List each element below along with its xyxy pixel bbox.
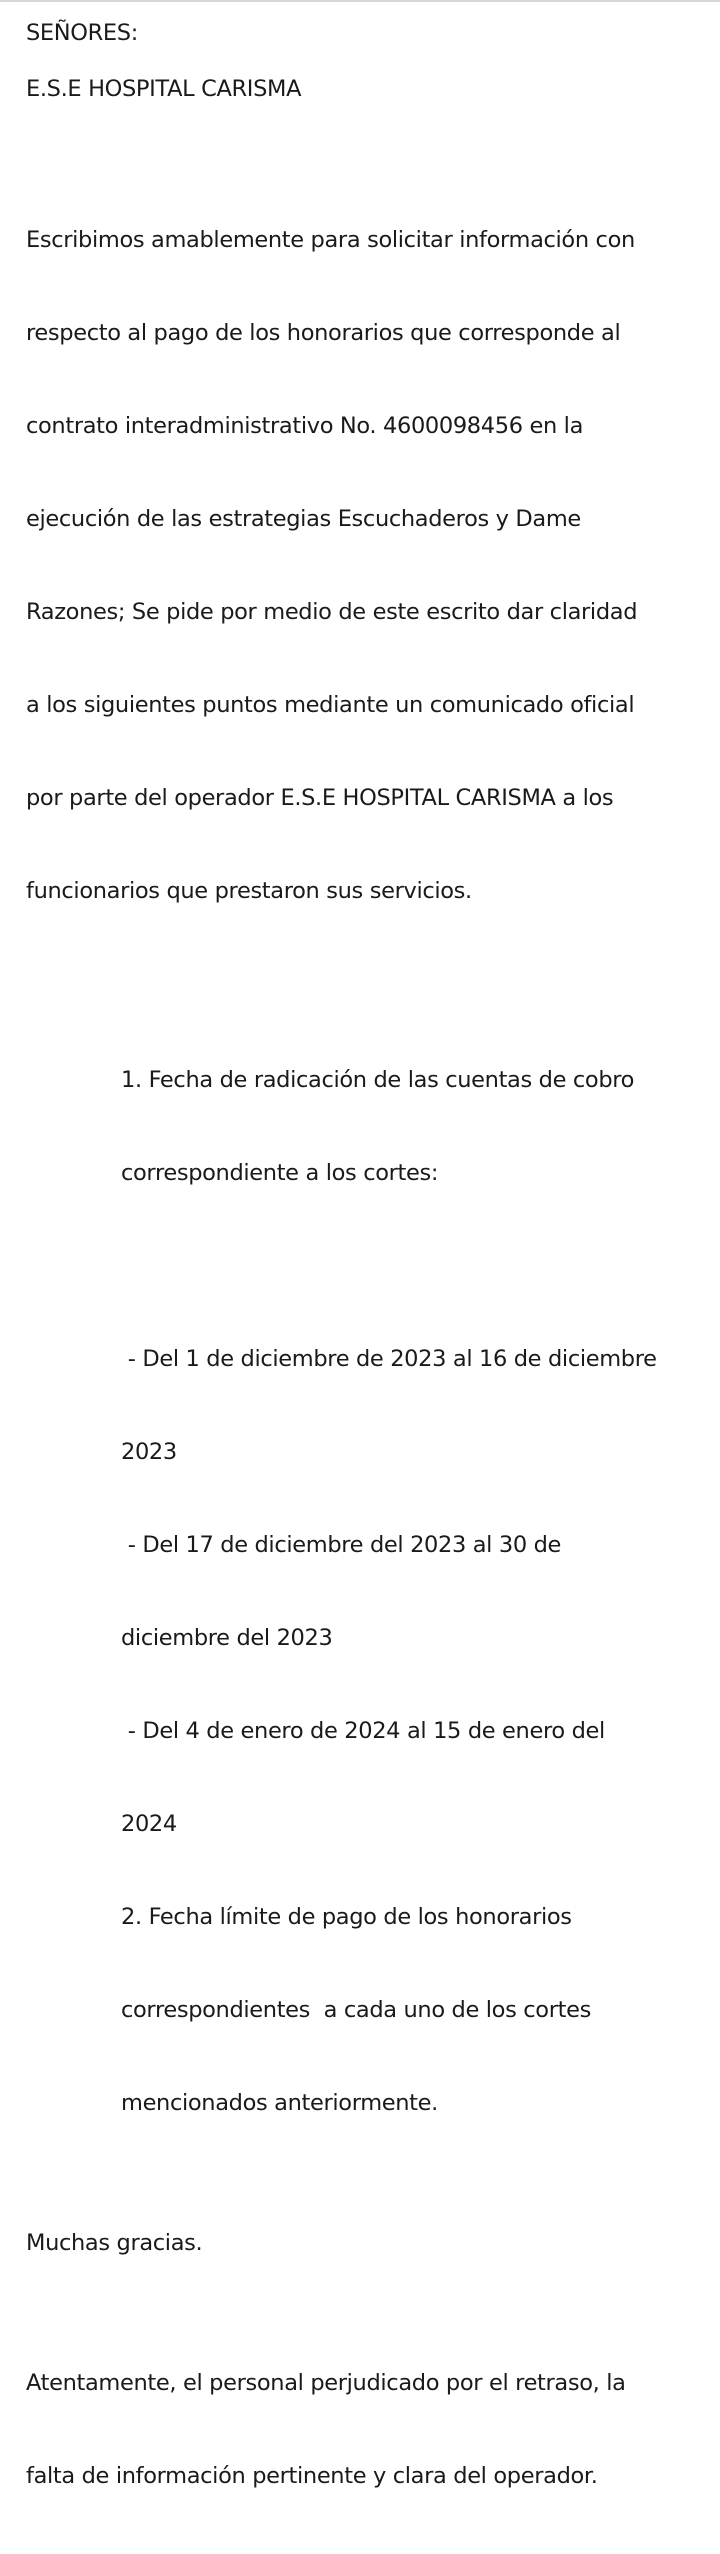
point-1-line: correspondiente a los cortes: bbox=[121, 1160, 439, 1186]
period-line: 2024 bbox=[121, 1811, 177, 1837]
period-line: - Del 17 de diciembre del 2023 al 30 de bbox=[121, 1532, 562, 1558]
greeting: SEÑORES: bbox=[26, 20, 138, 46]
intro-line: por parte del operador E.S.E HOSPITAL CARISMA a los bbox=[26, 785, 614, 811]
intro-line: respecto al pago de los honorarios que corresponde al bbox=[26, 320, 621, 346]
point-2-line: 2. Fecha límite de pago de los honorarios bbox=[121, 1904, 572, 1930]
period-line: - Del 1 de diciembre de 2023 al 16 de diciembre bbox=[121, 1346, 657, 1372]
intro-paragraph bbox=[26, 163, 706, 969]
period-line: 2023 bbox=[121, 1439, 177, 1465]
letter-body bbox=[26, 18, 706, 2554]
period-line: - Del 4 de enero de 2024 al 15 de enero del bbox=[121, 1718, 605, 1744]
closing-line: Atentamente, el personal perjudicado por el retraso, la bbox=[26, 2370, 626, 2396]
request-list bbox=[121, 1003, 706, 2181]
period-line: diciembre del 2023 bbox=[121, 1625, 333, 1651]
recipient: E.S.E HOSPITAL CARISMA bbox=[26, 76, 302, 102]
point-2-line: mencionados anteriormente. bbox=[121, 2090, 438, 2116]
intro-line: Escribimos amablemente para solicitar información con bbox=[26, 227, 635, 253]
intro-line: funcionarios que prestaron sus servicios. bbox=[26, 878, 472, 904]
intro-line: contrato interadministrativo No. 4600098456 en la bbox=[26, 413, 584, 439]
point-1-line: 1. Fecha de radicación de las cuentas de cobro bbox=[121, 1067, 635, 1093]
intro-line: Razones; Se pide por medio de este escrito dar claridad bbox=[26, 599, 638, 625]
thanks-line: Muchas gracias. bbox=[26, 2230, 203, 2256]
intro-line: a los siguientes puntos mediante un comunicado oficial bbox=[26, 692, 635, 718]
closing-line: falta de información pertinente y clara del operador. bbox=[26, 2463, 598, 2489]
point-2-line: correspondientes a cada uno de los cortes bbox=[121, 1997, 591, 2023]
top-divider bbox=[0, 0, 720, 2]
intro-line: ejecución de las estrategias Escuchaderos y Dame bbox=[26, 506, 581, 532]
closing-paragraph bbox=[26, 2306, 706, 2554]
